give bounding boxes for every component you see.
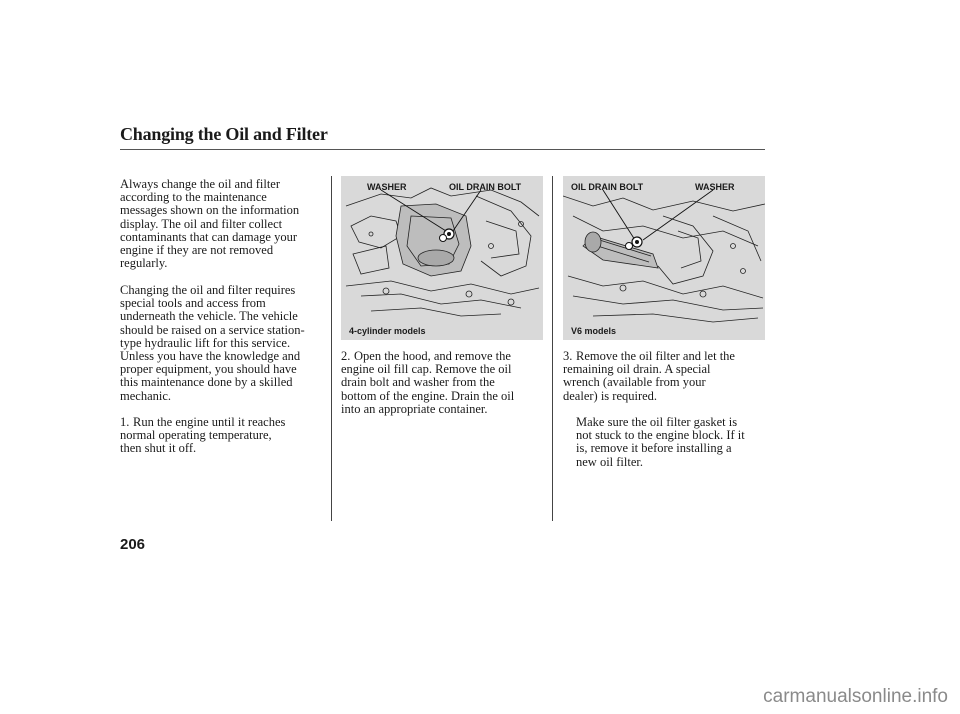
text-line: Changing the oil and filter requires (120, 283, 296, 297)
figure-v6 (563, 176, 765, 340)
oil-drain-bolt-label: OIL DRAIN BOLT (571, 182, 644, 192)
text-line: type hydraulic lift for this service. (120, 335, 291, 350)
washer-label: WASHER (695, 182, 735, 192)
step-2 (341, 350, 559, 416)
text-line: new oil filter. (576, 454, 643, 469)
step-3-note (576, 416, 771, 469)
step-line: dealer) is required. (563, 388, 658, 403)
figure-caption: 4-cylinder models (349, 326, 426, 336)
step-number: 2. (341, 349, 351, 363)
step-line: wrench (available from your (563, 375, 706, 390)
step-line: drain bolt and washer from the (341, 375, 495, 390)
figure-4-cylinder (341, 176, 543, 340)
figure-caption: V6 models (571, 326, 617, 336)
text-line: not stuck to the engine block. If it (576, 428, 745, 443)
step-line: into an appropriate container. (341, 401, 488, 416)
text-line: contaminants that can damage your (120, 229, 298, 244)
page-title: Changing the Oil and Filter (120, 124, 328, 144)
text-line: this maintenance done by a skilled (120, 375, 293, 390)
engine-underside-illustration-icon (341, 176, 543, 340)
text-line: Make sure the oil filter gasket is (576, 415, 738, 429)
oil-drain-bolt-label: OIL DRAIN BOLT (449, 182, 522, 192)
text-line: underneath the vehicle. The vehicle (120, 309, 298, 324)
column-divider-2 (552, 176, 553, 521)
text-line: according to the maintenance (120, 190, 267, 205)
text-line: proper equipment, you should have (120, 362, 297, 377)
text-line: engine if they are not removed (120, 243, 274, 258)
step-text: Open the hood, and remove the (354, 349, 511, 363)
column-divider-1 (331, 176, 332, 521)
text-line: Unless you have the knowledge and (120, 349, 301, 364)
step-text: Remove the oil filter and let the (576, 349, 735, 363)
text-line: is, remove it before installing a (576, 441, 732, 456)
title-divider (120, 149, 765, 150)
engine-underside-illustration-icon (563, 176, 765, 340)
washer-label: WASHER (367, 182, 407, 192)
text-line: display. The oil and filter collect (120, 216, 283, 231)
text-line: special tools and access from (120, 296, 266, 311)
step-line: remaining oil drain. A special (563, 362, 711, 377)
step-line: engine oil fill cap. Remove the oil (341, 362, 512, 377)
step-line: normal operating temperature, (120, 428, 272, 443)
text-line: regularly. (120, 256, 168, 271)
step-text: Run the engine until it reaches (133, 415, 286, 429)
text-line: messages shown on the information (120, 203, 300, 218)
page-number: 206 (120, 536, 146, 553)
step-line: bottom of the engine. Drain the oil (341, 388, 515, 403)
step-number: 3. (563, 349, 573, 363)
step-3 (563, 350, 781, 403)
step-1 (120, 416, 338, 456)
text-line: mechanic. (120, 388, 172, 403)
step-number: 1. (120, 415, 130, 429)
intro-paragraph-1 (120, 178, 325, 270)
watermark: carmanualsonline.info (763, 686, 948, 707)
text-line: Always change the oil and filter (120, 177, 281, 191)
intro-paragraph-2 (120, 284, 325, 403)
text-line: should be raised on a service station- (120, 322, 305, 337)
step-line: then shut it off. (120, 441, 197, 456)
